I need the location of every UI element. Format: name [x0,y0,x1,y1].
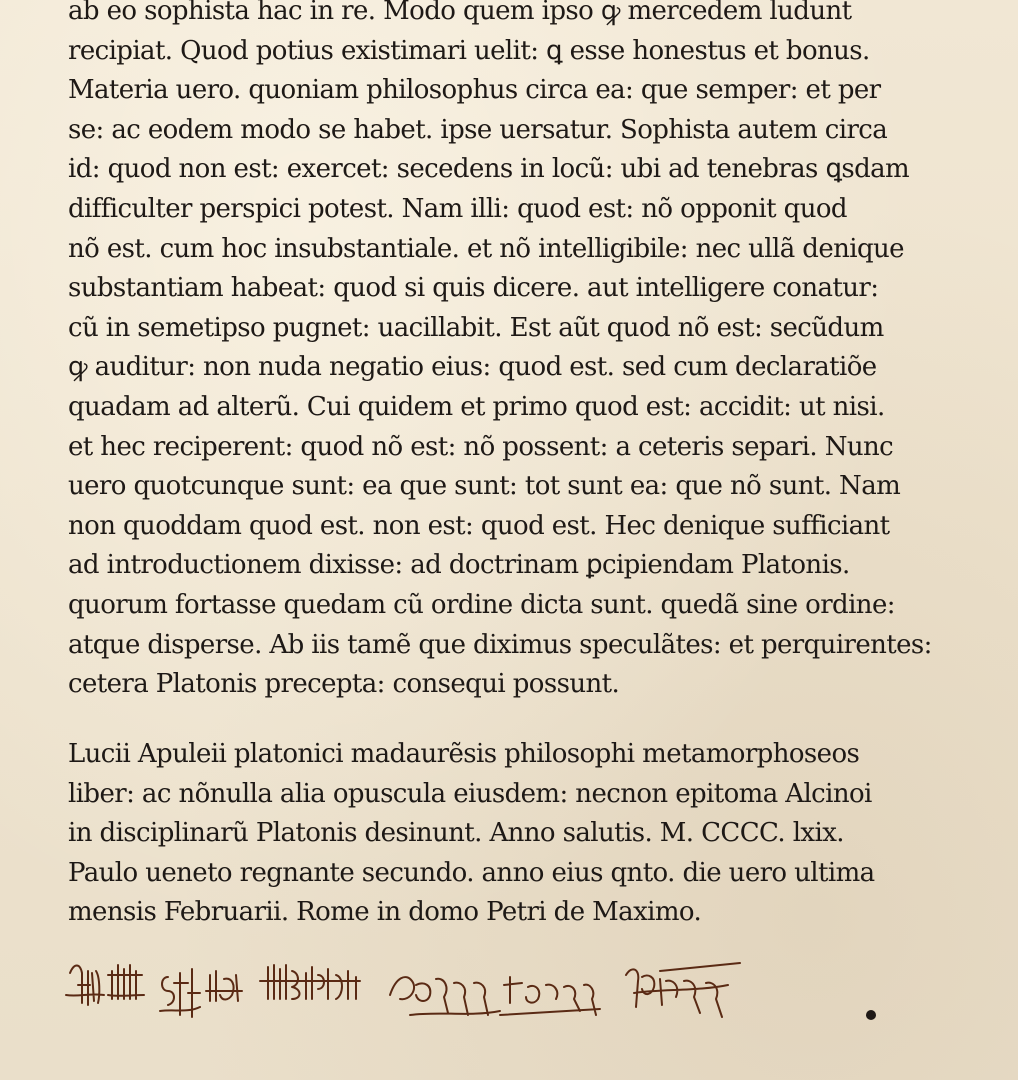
colophon-line: in disciplinarũ Platonis desinunt. Anno salutis. M. CCCC. lxix. [68,818,844,849]
colophon [68,735,968,933]
colophon-line: Paulo ueneto regnante secundo. anno eius qnto. die uero ultima [68,857,875,888]
body-text [68,0,968,705]
text-line: ab eo sophista hac in re. Modo quem ipso ꝙ mercedem ludunt [68,0,852,26]
text-line: cetera Platonis precepta: consequi possunt. [68,669,620,700]
colophon-line: Lucii Apuleii platonici madaurẽsis philosophi metamorphoseos [68,739,860,769]
text-line: recipiat. Quod potius existimari uelit: ꝗ esse honestus et bonus. [68,35,870,66]
text-line: et hec reciperent: quod nõ est: nõ possent: a ceteris separi. Nunc [68,431,894,462]
text-line: nõ est. cum hoc insubstantiale. et nõ intelligibile: nec ullã denique [68,233,904,264]
text-line: ꝙ auditur: non nuda negatio eius: quod est. sed cum declaratiõe [68,352,877,383]
text-line: quadam ad alterũ. Cui quidem et primo quod est: accidit: ut nisi. [68,391,885,422]
colophon-line: mensis Februarii. Rome in domo Petri de Maximo. [68,897,702,928]
text-line: non quoddam quod est. non est: quod est. Hec denique sufficiant [68,510,890,541]
text-line: difficulter perspici potest. Nam illi: quod est: nõ opponit quod [68,193,847,224]
ink-dot [866,1010,876,1020]
text-line: se: ac eodem modo se habet. ipse uersatur. Sophista autem circa [68,114,888,145]
text-line: id: quod non est: exercet: secedens in locũ: ubi ad tenebras ꝗsdam [68,154,910,185]
colophon-line: liber: ac nõnulla alia opuscula eiusdem: necnon epitoma Alcinoi [68,778,872,809]
text-line: uero quotcunque sunt: ea que sunt: tot sunt ea: que nõ sunt. Nam [68,471,901,502]
text-line: substantiam habeat: quod si quis dicere. aut intelligere conatur: [68,273,879,304]
text-line: cũ in semetipso pugnet: uacillabit. Est aũt quod nõ est: secũdum [68,312,884,343]
text-line: Materia uero. quoniam philosophus circa ea: que semper: et per [68,75,881,106]
manuscript-inscription [60,955,760,1035]
text-line: quorum fortasse quedam cũ ordine dicta sunt. quedã sine ordine: [68,589,895,620]
text-line: atque disperse. Ab iis tamẽ que diximus speculãtes: et perquirentes: [68,629,932,660]
text-line: ad introductionem dixisse: ad doctrinam ꝑcipiendam Platonis. [68,550,850,581]
